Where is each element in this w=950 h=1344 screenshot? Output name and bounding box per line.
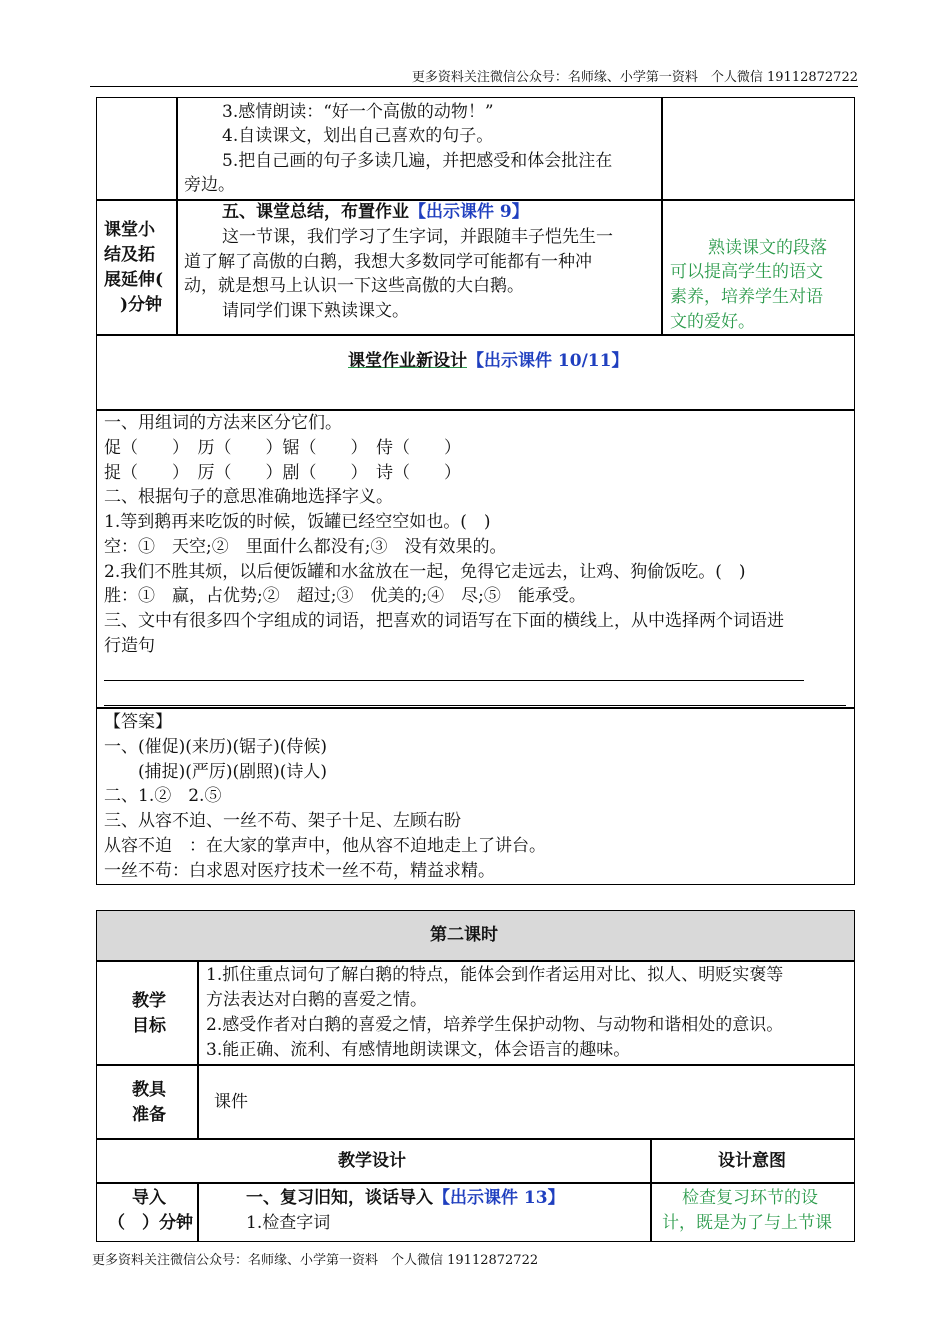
summary-title-text: 五、课堂总结，布置作业 bbox=[222, 202, 409, 222]
intent-header: 设计意图 bbox=[718, 1151, 786, 1171]
writing-line[interactable] bbox=[104, 680, 804, 681]
writing-line[interactable] bbox=[104, 705, 846, 706]
col-divider-right bbox=[661, 97, 663, 335]
row-divider bbox=[96, 1138, 855, 1140]
summary-line: 道了解了高傲的白鹅，我想大多数同学可能都有一种冲 bbox=[184, 252, 592, 272]
goal-line: 方法表达对白鹅的喜爱之情。 bbox=[206, 990, 427, 1010]
answer-line: 三、从容不迫、一丝不苟、架子十足、左顾右盼 bbox=[104, 811, 461, 831]
homework-line: 胜：① 赢，占优势;② 超过;③ 优美的;④ 尽;⑤ 能承受。 bbox=[104, 586, 586, 606]
col-divider bbox=[650, 1138, 652, 1242]
homework-line: 二、根据句子的意思准确地选择字义。 bbox=[104, 487, 393, 507]
reading-step: 旁边。 bbox=[184, 175, 235, 195]
design-intent-line: 素养，培养学生对语 bbox=[670, 287, 823, 307]
homework-line: 三、文中有很多四个字组成的词语，把喜欢的词语写在下面的横线上，从中选择两个词语进 bbox=[104, 611, 784, 631]
courseware-tag: 【出示课件 10/11】 bbox=[467, 351, 629, 371]
design-intent-line: 熟读课文的段落 bbox=[708, 238, 827, 258]
summary-title bbox=[222, 200, 529, 225]
page-header: 更多资料关注微信公众号：名师缘、小学第一资料 个人微信 19112872722 bbox=[411, 70, 858, 85]
homework-title bbox=[348, 349, 628, 374]
design-intent-line: 可以提高学生的语文 bbox=[670, 262, 823, 282]
summary-line: 动，就是想马上认识一下这些高傲的大白鹅。 bbox=[184, 276, 524, 296]
reading-step: 4.自读课文，划出自己喜欢的句子。 bbox=[222, 126, 494, 146]
summary-label: 展延伸( bbox=[104, 270, 164, 290]
homework-line: 2.我们不胜其烦，以后便饭罐和水盆放在一起，免得它走远去，让鸡、狗偷饭吃。( ) bbox=[104, 562, 746, 582]
homework-line: 一、用组词的方法来区分它们。 bbox=[104, 413, 342, 433]
intro-label: 导入 bbox=[132, 1188, 166, 1208]
header-divider bbox=[90, 86, 858, 87]
row-divider bbox=[96, 1182, 855, 1184]
intro-title-text: 一、复习旧知，谈话导入 bbox=[246, 1188, 433, 1208]
design-intent-line: 文的爱好。 bbox=[670, 312, 755, 332]
goals-label: 教学 bbox=[132, 991, 166, 1011]
row-divider bbox=[96, 1064, 855, 1066]
row-divider bbox=[96, 707, 855, 709]
intro-label: （ ）分钟 bbox=[108, 1213, 193, 1233]
homework-line: 空：① 天空;② 里面什么都没有;③ 没有效果的。 bbox=[104, 537, 507, 557]
courseware-tag: 【出示课件 9】 bbox=[409, 202, 529, 222]
answer-line: 一、(催促)(来历)(锯子)(侍候) bbox=[104, 737, 328, 757]
intro-step: 1.检查字词 bbox=[246, 1213, 331, 1233]
col-divider bbox=[197, 960, 199, 1138]
answer-line: (捕捉)(严厉)(剧照)(诗人) bbox=[104, 762, 328, 782]
lesson-title: 第二课时 bbox=[430, 925, 498, 945]
design-header: 教学设计 bbox=[338, 1151, 406, 1171]
intro-title bbox=[246, 1186, 565, 1211]
intro-intent-line: 计，既是为了与上节课 bbox=[662, 1213, 832, 1233]
col-divider bbox=[197, 1182, 199, 1242]
summary-label: )分钟 bbox=[120, 295, 163, 315]
tools-value: 课件 bbox=[214, 1092, 248, 1112]
homework-line: 促（ ） 历（ ）锯（ ） 侍（ ） bbox=[104, 438, 461, 458]
homework-line: 1.等到鹅再来吃饭的时候，饭罐已经空空如也。( ) bbox=[104, 512, 491, 532]
reading-step: 5.把自己画的句子多读几遍，并把感受和体会批注在 bbox=[222, 151, 613, 171]
page-footer: 更多资料关注微信公众号：名师缘、小学第一资料 个人微信 19112872722 bbox=[92, 1253, 539, 1268]
summary-line: 请同学们课下熟读课文。 bbox=[222, 301, 409, 321]
summary-label: 课堂小 bbox=[104, 220, 155, 240]
intro-intent-line: 检查复习环节的设 bbox=[682, 1188, 818, 1208]
tools-label: 准备 bbox=[132, 1105, 166, 1125]
row-divider bbox=[96, 960, 855, 962]
courseware-tag: 【出示课件 13】 bbox=[433, 1188, 565, 1208]
homework-line: 行造句 bbox=[104, 636, 155, 656]
homework-line: 捉（ ） 厉（ ）剧（ ） 诗（ ） bbox=[104, 463, 461, 483]
answer-line: 【答案】 bbox=[104, 712, 172, 732]
goal-line: 2.感受作者对白鹅的喜爱之情，培养学生保护动物、与动物和谐相处的意识。 bbox=[206, 1015, 784, 1035]
summary-label: 结及拓 bbox=[104, 245, 155, 265]
answer-line: 二、1.② 2.⑤ bbox=[104, 786, 222, 806]
col-divider-left bbox=[176, 97, 178, 335]
goal-line: 1.抓住重点词句了解白鹅的特点，能体会到作者运用对比、拟人、明贬实褒等 bbox=[206, 965, 784, 985]
answer-line: 一丝不苟：白求恩对医疗技术一丝不苟，精益求精。 bbox=[104, 861, 495, 881]
goal-line: 3.能正确、流利、有感情地朗读课文，体会语言的趣味。 bbox=[206, 1040, 631, 1060]
reading-step: 3.感情朗读：“好一个高傲的动物！” bbox=[222, 102, 494, 122]
summary-line: 这一节课，我们学习了生字词，并跟随丰子恺先生一 bbox=[222, 227, 613, 247]
goals-label: 目标 bbox=[132, 1016, 166, 1036]
homework-title-text: 课堂作业新设计 bbox=[348, 351, 467, 371]
tools-label: 教具 bbox=[132, 1080, 166, 1100]
answer-line: 从容不迫 ：在大家的掌声中，他从容不迫地走上了讲台。 bbox=[104, 836, 546, 856]
